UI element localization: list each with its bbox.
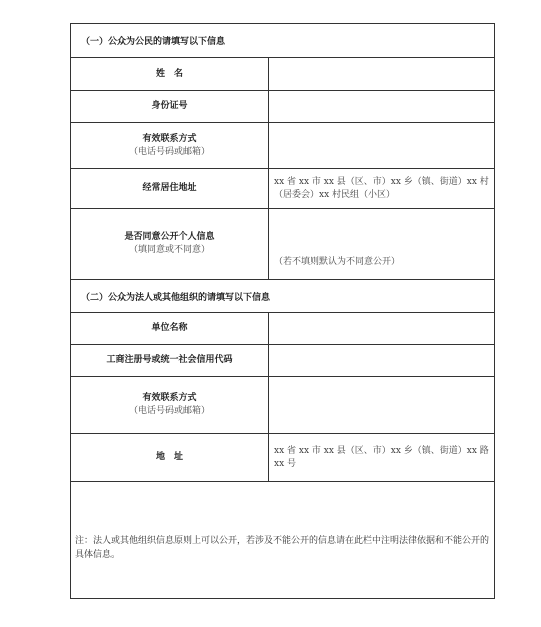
residence-label: 经常居住地址 xyxy=(142,183,197,193)
residence-hint: xx 省 xx 市 xx 县（区、市）xx 乡（镇、街道）xx 村（居委会）xx 村民组（小区） xyxy=(274,176,489,200)
name-label: 姓 名 xyxy=(155,68,183,79)
consent-label: 是否同意公开个人信息 xyxy=(124,232,215,242)
registration-code-label-cell xyxy=(71,345,269,376)
id-number-label-cell xyxy=(71,91,269,122)
consent-label-cell xyxy=(71,209,269,279)
consent-field[interactable] xyxy=(269,209,494,279)
residence-field[interactable] xyxy=(269,169,494,208)
residence-label-cell xyxy=(71,169,269,208)
row-contact xyxy=(71,123,494,169)
contact-label-cell xyxy=(71,123,269,168)
id-number-field[interactable] xyxy=(269,91,494,122)
contact-label: 有效联系方式 xyxy=(142,133,197,144)
row-org-contact xyxy=(71,377,494,434)
org-name-label-cell xyxy=(71,313,269,344)
consent-hint: （若不填则默认为不同意公开） xyxy=(274,257,401,267)
org-address-label-cell xyxy=(71,434,269,481)
name-label-cell xyxy=(71,58,269,90)
row-registration-code xyxy=(71,345,494,377)
section-citizen-header xyxy=(71,24,494,58)
contact-sublabel: （电话号码或邮箱） xyxy=(128,146,210,157)
row-id-number xyxy=(71,91,494,123)
contact-field[interactable] xyxy=(269,123,494,168)
org-address-field[interactable] xyxy=(269,434,494,481)
id-number-label: 身份证号 xyxy=(151,101,188,111)
consent-sublabel: （填同意或不同意） xyxy=(128,245,210,255)
section-citizen-title: （一）公众为公民的请填写以下信息 xyxy=(81,37,226,47)
note-cell[interactable] xyxy=(71,482,494,599)
row-residence xyxy=(71,169,494,209)
registration-code-field[interactable] xyxy=(269,345,494,376)
section-organization-header xyxy=(71,280,494,313)
row-org-name xyxy=(71,313,494,345)
row-consent xyxy=(71,209,494,280)
org-contact-label: 有效联系方式 xyxy=(142,393,197,403)
org-name-label: 单位名称 xyxy=(151,323,188,333)
org-address-hint: xx 省 xx 市 xx 县（区、市）xx 乡（镇、街道）xx 路 xx 号 xyxy=(274,445,489,469)
name-field[interactable] xyxy=(269,58,494,90)
row-name xyxy=(71,58,494,91)
org-address-label: 地 址 xyxy=(155,452,183,462)
org-name-field[interactable] xyxy=(269,313,494,344)
information-form xyxy=(70,23,495,599)
registration-code-label: 工商注册号或统一社会信用代码 xyxy=(106,355,233,365)
org-contact-field[interactable] xyxy=(269,377,494,433)
note-text: 注：法人或其他组织信息原则上可以公开，若涉及不能公开的信息请在此栏中注明法律依据和不能公开的具体信息。 xyxy=(75,536,490,560)
section-organization-title: （二）公众为法人或其他组织的请填写以下信息 xyxy=(81,292,271,303)
org-contact-label-cell xyxy=(71,377,269,433)
org-contact-sublabel: （电话号码或邮箱） xyxy=(128,406,210,416)
row-org-address xyxy=(71,434,494,482)
